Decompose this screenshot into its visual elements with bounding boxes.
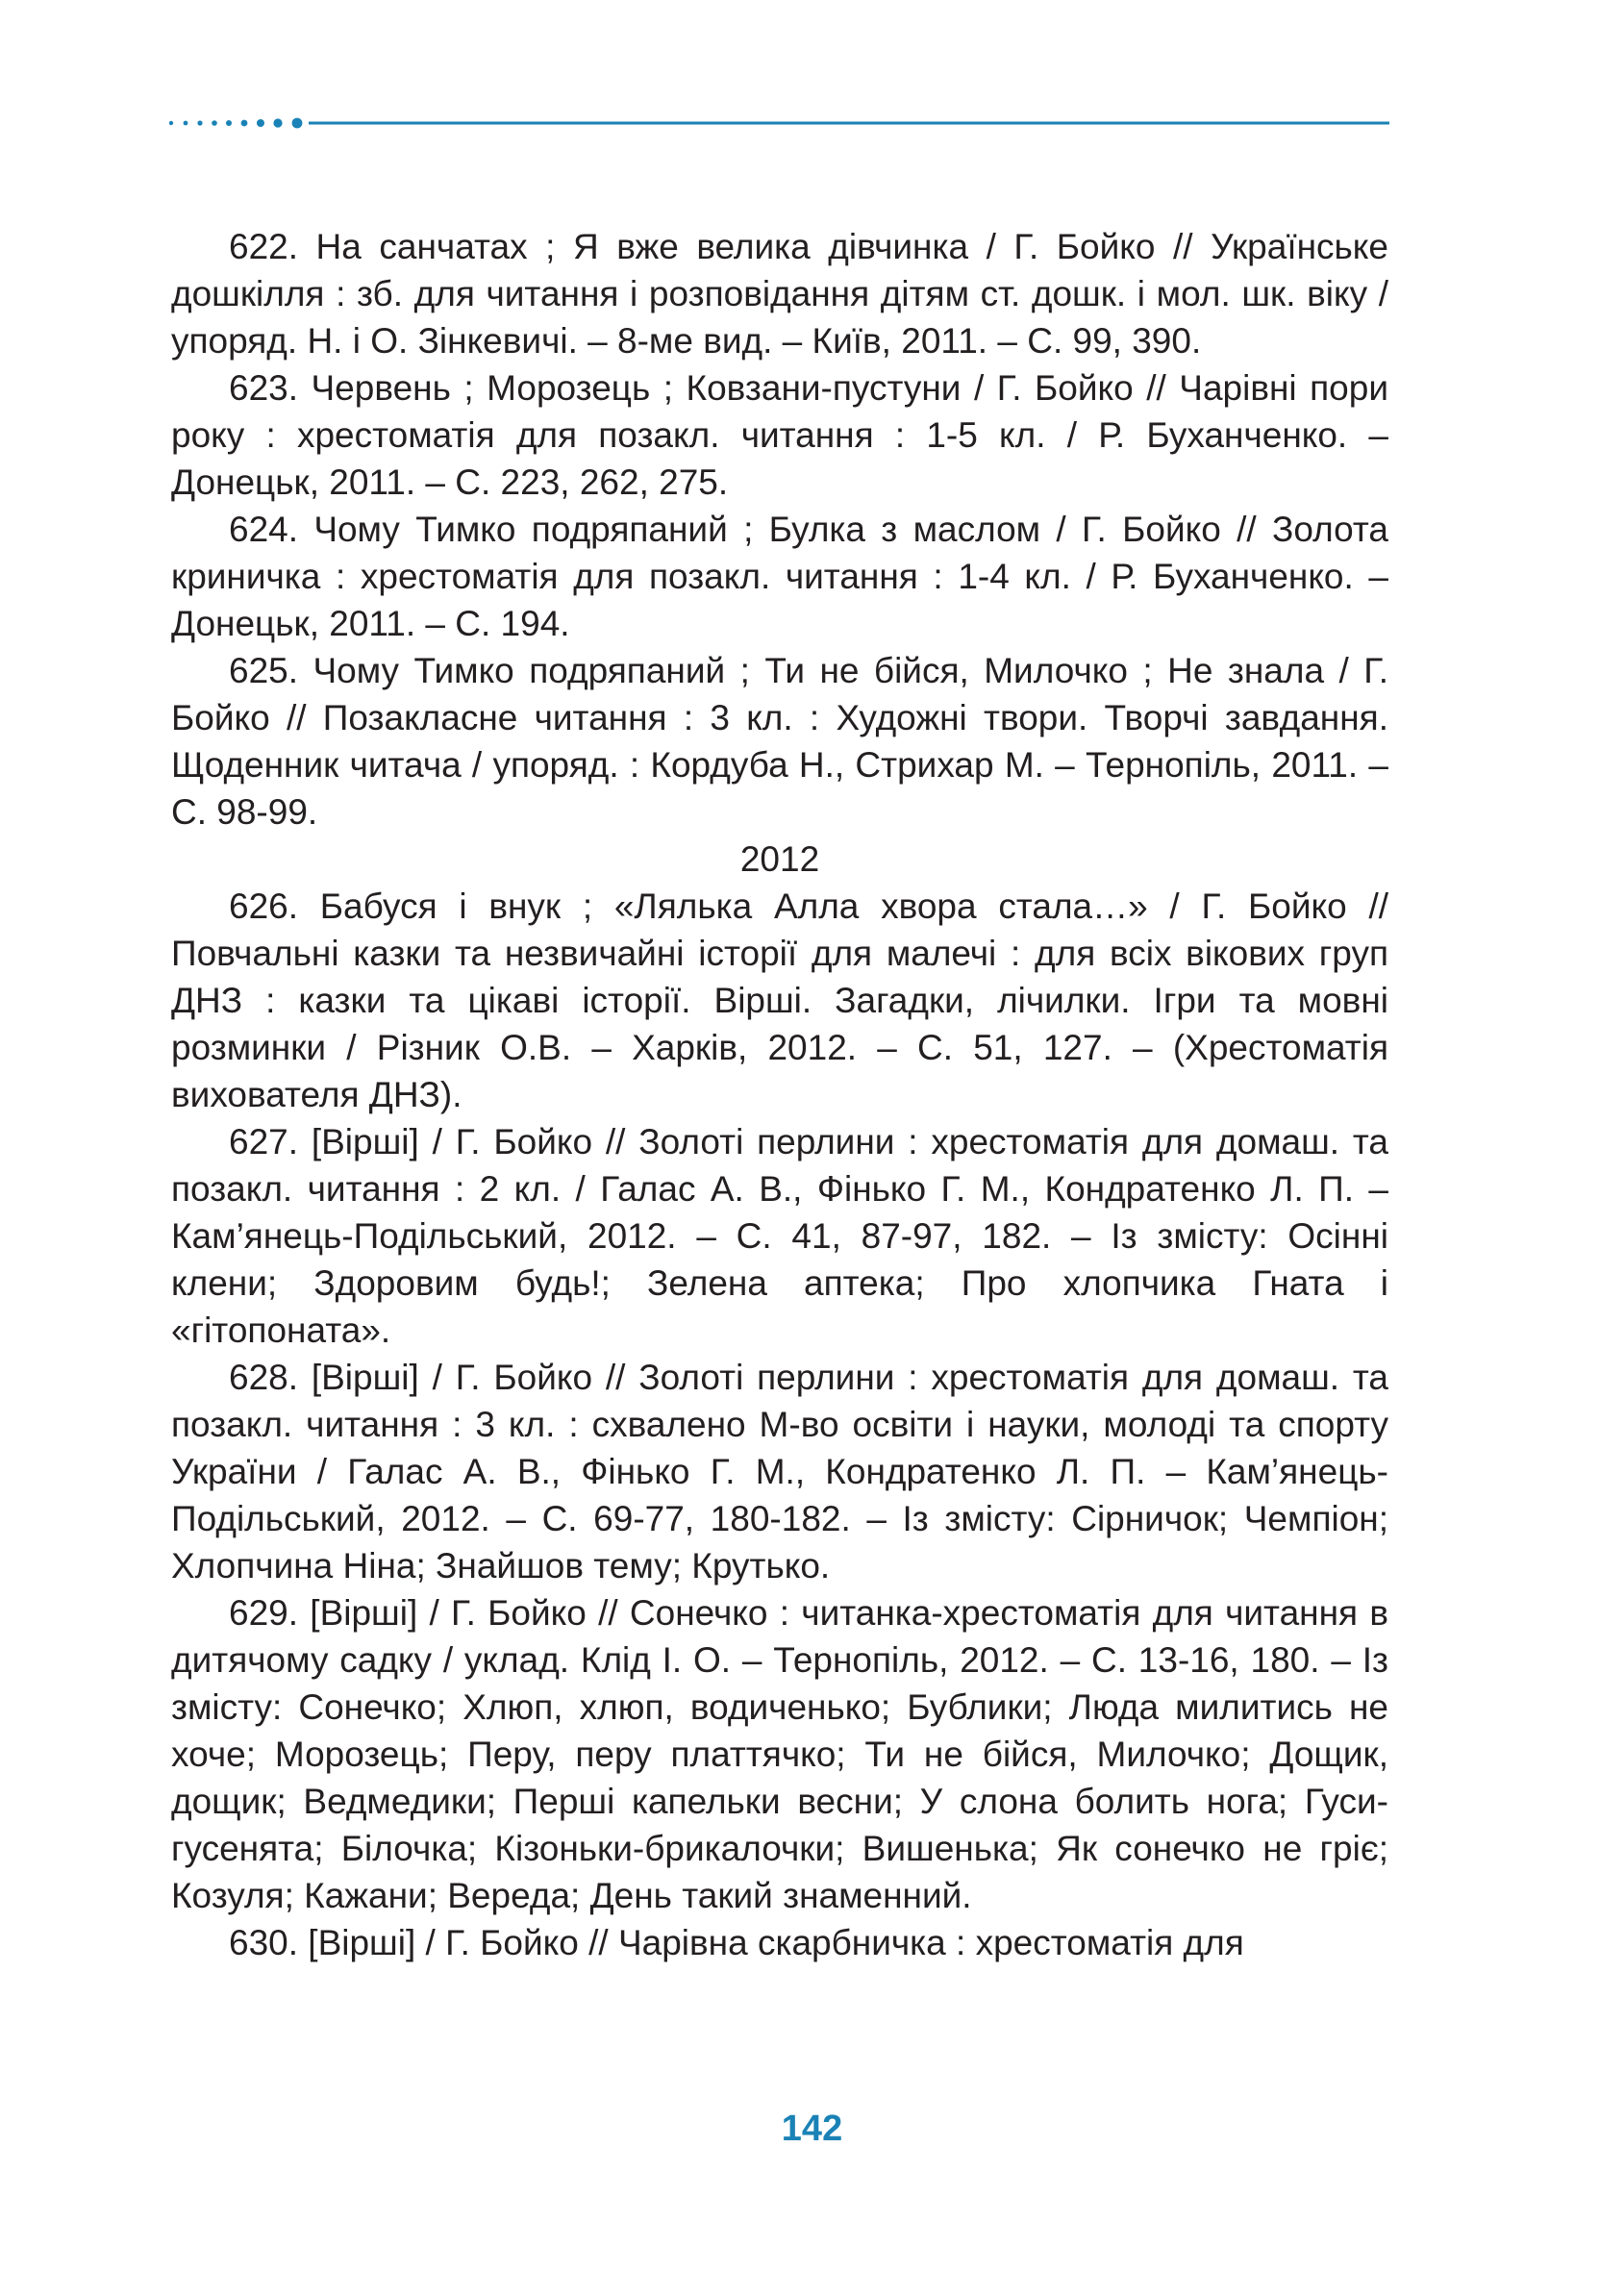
bibliography-entry: 629. [Вірші] / Г. Бойко // Сонечко : читанка-хрестоматія для читання в дитячому садку / уклад. Клід І. О. – Тернопіль, 2012. – С. 13-16, 180. – Із змісту: Сонечко; Хлюп, хлюп, водиченько; Бублики; Люда милитись не хоче; Морозець; Перу, перу платтячко; Ти не бійся, Милочко; Дощик, дощик; Ведмедики; Перші капельки весни; У слона болить нога; Гуси-гусенята; Білочка; Кізоньки-брикалочки; Вишенька; Як сонечко не гріє; Козуля; Кажани; Вереда; День такий знаменний. [171,1593,1388,1915]
bibliography-entry: 627. [Вірші] / Г. Бойко // Золоті перлини : хрестоматія для домаш. та позакл. читання : 2 кл. / Галас А. В., Фінько Г. М., Кондратенко Л. П. – Кам’янець-Подільський, 2012. – С. 41, 87-97, 182. – Із змісту: Осінні клени; Здоровим будь!; Зелена аптека; Про хлопчика Гната і «гітопоната». [171,1122,1388,1350]
bibliography-text [171,223,1388,1966]
bibliography-entry: 626. Бабуся і внук ; «Лялька Алла хвора стала…» / Г. Бойко // Повчальні казки та незвичайні історії для малечі : для всіх вікових груп ДНЗ : казки та цікаві історії. Вірші. Загадки, лічилки. Ігри та мовні розминки / Різник О.В. – Харків, 2012. – С. 51, 127. – (Хрестоматія вихователя ДНЗ). [171,886,1388,1114]
header-dotted-rule [168,115,1389,131]
bibliography-entry: 630. [Вірші] / Г. Бойко // Чарівна скарбничка : хрестоматія для [229,1923,1244,1962]
bibliography-entry: 623. Червень ; Морозець ; Ковзани-пустуни / Г. Бойко // Чарівні пори року : хрестоматія для позакл. читання : 1-5 кл. / Р. Буханченко. – Донецьк, 2011. – С. 223, 262, 275. [171,368,1388,502]
dotted-rule-icon [168,115,1389,131]
bibliography-entry: 628. [Вірші] / Г. Бойко // Золоті перлини : хрестоматія для домаш. та позакл. читання : 3 кл. : схвалено М-во освіти і науки, молоді та спорту України / Галас А. В., Фінько Г. М., Кондратенко Л. П. – Кам’янець-Подільський, 2012. – С. 69-77, 180-182. – Із змісту: Сірничок; Чемпіон; Хлопчина Ніна; Знайшов тему; Крутько. [171,1358,1388,1585]
year-heading: 2012 [739,839,820,879]
bibliography-entry: 625. Чому Тимко подряпаний ; Ти не бійся, Милочко ; Не знала / Г. Бойко // Позакласне читання : 3 кл. : Художні твори. Творчі завдання. Щоденник читача / упоряд. : Кордуба Н., Стрихар М. – Тернопіль, 2011. – С. 98-99. [171,651,1388,832]
bibliography-entry: 624. Чому Тимко подряпаний ; Булка з маслом / Г. Бойко // Золота криничка : хрестоматія для позакл. читання : 1-4 кл. / Р. Буханченко. – Донецьк, 2011. – С. 194. [171,510,1388,643]
page-number: 142 [781,2109,843,2149]
bibliography-entry: 622. На санчатах ; Я вже велика дівчинка / Г. Бойко // Українське дошкілля : зб. для читання і розповідання дітям ст. дошк. і мол. шк. віку / упоряд. Н. і О. Зінкевичі. – 8-ме вид. – Київ, 2011. – С. 99, 390. [171,227,1388,361]
